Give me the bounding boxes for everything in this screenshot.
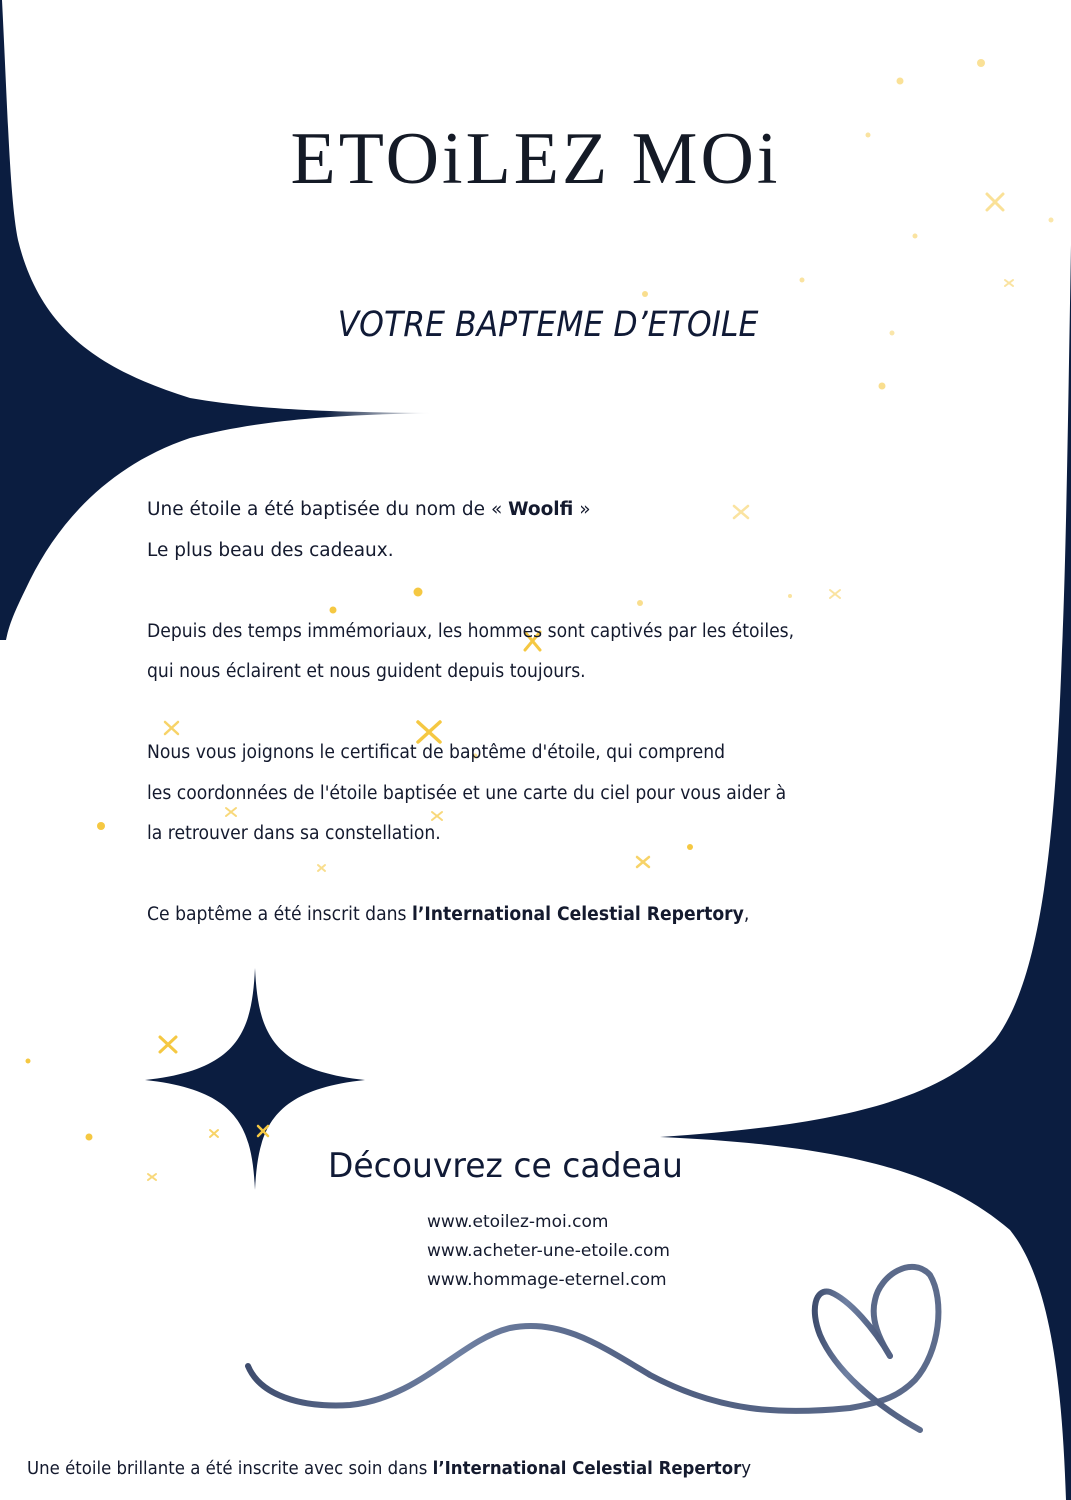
star-name: Woolfi: [508, 499, 574, 520]
discover-heading: Découvrez ce cadeau: [328, 1146, 683, 1186]
footer-prefix: Une étoile brillante a été inscrite avec soin dans: [27, 1458, 433, 1479]
registry-prefix: Ce baptême a été inscrit dans: [147, 904, 412, 925]
registry-name: l’International Celestial Repertory: [411, 904, 744, 925]
certificate-line-3: la retrouver dans sa constellation.: [147, 823, 441, 844]
footer-registry-tail: y: [741, 1458, 752, 1479]
registry-line: [147, 895, 854, 936]
footer-note: [27, 1458, 751, 1479]
history-line-1: Depuis des temps immémoriaux, les hommes sont captivés par les étoiles,: [147, 620, 795, 642]
paragraph-registry: [147, 895, 854, 936]
website-links: [427, 1208, 670, 1295]
certificate-line-2: les coordonnées de l'étoile baptisée et une carte du ciel pour vous aider à: [147, 782, 787, 804]
star-name-prefix: Une étoile a été baptisée du nom de «: [147, 499, 509, 520]
link-acheter-une-etoile[interactable]: www.acheter-une-etoile.com: [427, 1241, 670, 1261]
paragraph-history: [147, 612, 854, 693]
paragraph-star-name: [147, 490, 907, 571]
star-name-suffix: »: [573, 499, 591, 520]
registry-suffix: ,: [743, 904, 750, 925]
link-hommage-eternel[interactable]: www.hommage-eternel.com: [427, 1270, 667, 1290]
gift-line: Le plus beau des cadeaux.: [147, 539, 394, 561]
footer-registry: l’International Celestial Repertor: [432, 1458, 742, 1479]
page-title: VOTRE BAPTEME D’ETOILE: [337, 305, 759, 345]
letter-body: [147, 490, 907, 976]
brand-logo: ETOiLEZ MOi: [290, 118, 781, 200]
certificate-line-1: Nous vous joignons le certificat de baptême d'étoile, qui comprend: [147, 742, 726, 763]
history-line-2: qui nous éclairent et nous guident depuis toujours.: [147, 661, 586, 682]
link-etoilez-moi[interactable]: www.etoilez-moi.com: [427, 1212, 609, 1232]
paragraph-certificate: [147, 733, 854, 855]
star-name-line: [147, 490, 907, 531]
